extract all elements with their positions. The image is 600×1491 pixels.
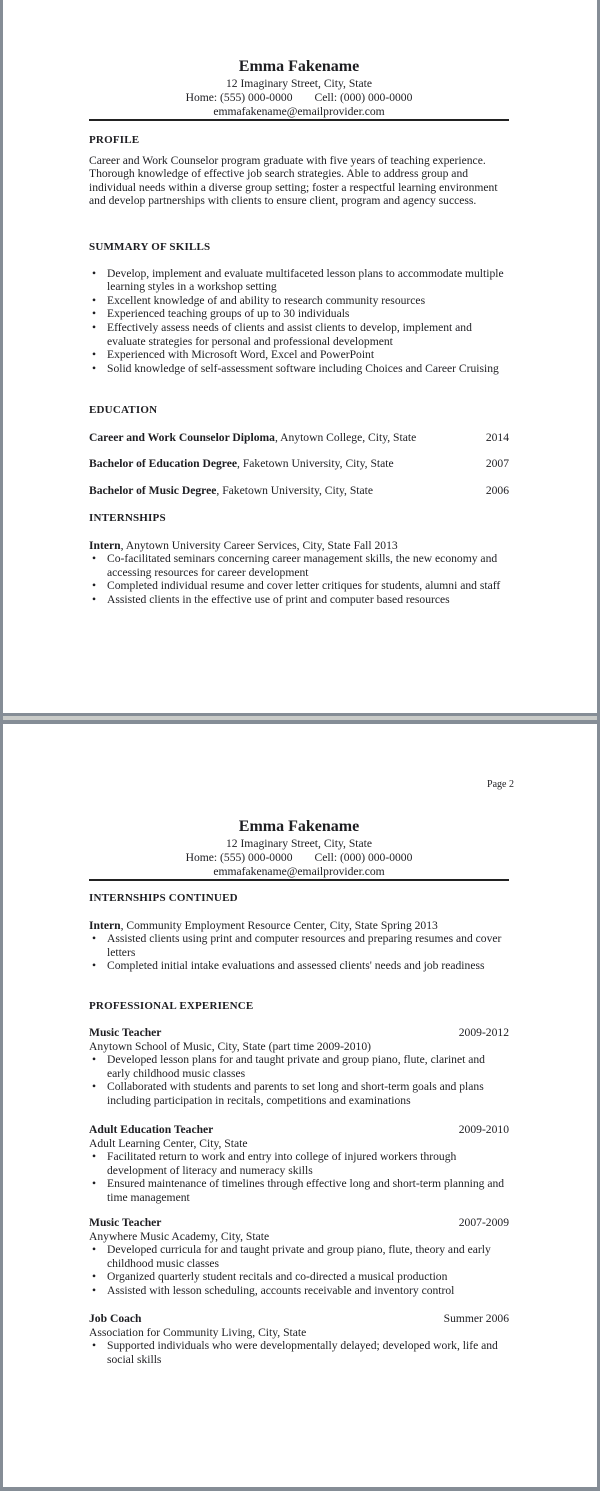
job-entry: [89, 1026, 509, 1108]
list-item: • Effectively assess needs of clients and assist clients to develop, implement and evaluate strategies for personal and professional development: [89, 321, 509, 348]
job-title: Job Coach: [89, 1312, 142, 1325]
phones: [89, 91, 509, 105]
section-title: PROFESSIONAL EXPERIENCE: [89, 1000, 254, 1012]
page-number: Page 2: [487, 779, 514, 790]
profile-section: [89, 134, 509, 208]
list-item: • Developed curricula for and taught private and group piano, flute, theory and early childhood music classes: [89, 1243, 509, 1270]
header-rule: [89, 879, 509, 881]
section-title: INTERNSHIPS CONTINUED: [89, 892, 238, 904]
home-phone: Home: (555) 000-0000: [185, 91, 293, 104]
degree: Bachelor of Education Degree: [89, 457, 238, 471]
degree: Bachelor of Music Degree: [89, 483, 217, 497]
section-title: INTERNSHIPS: [89, 512, 166, 524]
email: emmafakename@emailprovider.com: [213, 865, 385, 878]
job-org: Adult Learning Center, City, State: [89, 1136, 248, 1150]
school: , Faketown University, City, State: [237, 457, 394, 471]
education-entry: [89, 431, 509, 445]
page-separator: [3, 716, 597, 720]
profile-text: Career and Work Counselor program graduate with five years of teaching experience. Thorough knowledge of effective job search strategies. Able to address group and individual needs within a diverse group setting; foster a respectful learning environment and develop partnerships with clients to ensure client, program and agency success.: [89, 153, 498, 208]
job-title: Adult Education Teacher: [89, 1123, 214, 1136]
list-item: • Completed individual resume and cover letter critiques for students, alumni and staff: [89, 579, 509, 593]
section-title: EDUCATION: [89, 404, 158, 416]
job-dates: 2009-2010: [458, 1123, 509, 1136]
org: , Anytown University Career Services, City, State Fall 2013: [120, 538, 398, 552]
list-item: • Organized quarterly student recitals and co-directed a musical production: [89, 1270, 509, 1284]
cell-phone: Cell: (000) 000-0000: [314, 851, 413, 864]
school: , Faketown University, City, State: [216, 483, 373, 497]
skills-section: [89, 241, 509, 375]
list-item: • Assisted clients in the effective use of print and computer based resources: [89, 593, 509, 607]
education-entry: [89, 457, 509, 471]
list-item: • Experienced with Microsoft Word, Excel and PowerPoint: [89, 348, 509, 362]
list-item: • Develop, implement and evaluate multifaceted lesson plans to accommodate multiple learning styles in a workshop setting: [89, 267, 509, 294]
candidate-name: Emma Fakename: [238, 58, 360, 75]
job-entry: [89, 1216, 509, 1298]
job-org: Anywhere Music Academy, City, State: [89, 1229, 270, 1243]
year: 2006: [485, 483, 509, 497]
phones: [89, 851, 509, 865]
org: , Community Employment Resource Center, City, State Spring 2013: [120, 918, 438, 932]
list-item: • Solid knowledge of self-assessment software including Choices and Career Cruising: [89, 362, 509, 376]
job-org: Association for Community Living, City, State: [89, 1325, 307, 1339]
experience-section: [89, 1000, 509, 1014]
list-item: • Ensured maintenance of timelines through effective long and short-term planning and time management: [89, 1177, 509, 1204]
section-title: PROFILE: [89, 134, 140, 146]
degree: Career and Work Counselor Diploma: [89, 430, 275, 444]
job-dates: Summer 2006: [443, 1312, 509, 1325]
job-title: Music Teacher: [89, 1216, 162, 1229]
email: emmafakename@emailprovider.com: [213, 105, 385, 118]
internships-continued-section: [89, 892, 509, 973]
education-entry: [89, 484, 509, 498]
list-item: • Supported individuals who were developmentally delayed; developed work, life and social skills: [89, 1339, 509, 1366]
header-rule: [89, 119, 509, 121]
job-entry: [89, 1123, 509, 1205]
section-title: SUMMARY OF SKILLS: [89, 241, 211, 253]
home-phone: Home: (555) 000-0000: [185, 851, 293, 864]
year: 2007: [485, 457, 509, 471]
address: 12 Imaginary Street, City, State: [225, 837, 373, 850]
resume-header-page-2: [89, 817, 509, 879]
list-item: • Excellent knowledge of and ability to research community resources: [89, 294, 509, 308]
list-item: • Co-facilitated seminars concerning career management skills, the new economy and accessing resources for career development: [89, 552, 509, 579]
list-item: • Experienced teaching groups of up to 30 individuals: [89, 307, 509, 321]
list-item: • Completed initial intake evaluations and assessed clients' needs and job readiness: [89, 959, 509, 973]
job-dates: 2007-2009: [458, 1216, 509, 1229]
skills-list: [89, 267, 509, 376]
internships-section: [89, 512, 509, 607]
role: Intern: [89, 538, 121, 552]
job-org: Anytown School of Music, City, State (part time 2009-2010): [89, 1039, 371, 1053]
internship-list: [89, 552, 509, 606]
address: 12 Imaginary Street, City, State: [225, 77, 373, 90]
list-item: • Assisted clients using print and computer resources and preparing resumes and cover letters: [89, 932, 509, 959]
school: , Anytown College, City, State: [274, 430, 417, 444]
job-dates: 2009-2012: [458, 1026, 509, 1039]
cell-phone: Cell: (000) 000-0000: [314, 91, 413, 104]
internship-list: [89, 932, 509, 973]
internship-heading: [89, 539, 509, 553]
resume-header: [89, 57, 509, 119]
internship-heading: [89, 919, 509, 933]
year: 2014: [485, 430, 509, 444]
job-title: Music Teacher: [89, 1026, 162, 1039]
role: Intern: [89, 918, 121, 932]
education-section: [89, 404, 509, 497]
list-item: • Collaborated with students and parents to set long and short-term goals and plans including participation in recitals, competitions and examinations: [89, 1080, 509, 1107]
list-item: • Assisted with lesson scheduling, accounts receivable and inventory control: [89, 1284, 509, 1298]
candidate-name: Emma Fakename: [238, 818, 360, 835]
job-entry: [89, 1312, 509, 1366]
list-item: • Facilitated return to work and entry into college of injured workers through development of literacy and numeracy skills: [89, 1150, 509, 1177]
list-item: • Developed lesson plans for and taught private and group piano, flute, clarinet and early childhood music classes: [89, 1053, 509, 1080]
